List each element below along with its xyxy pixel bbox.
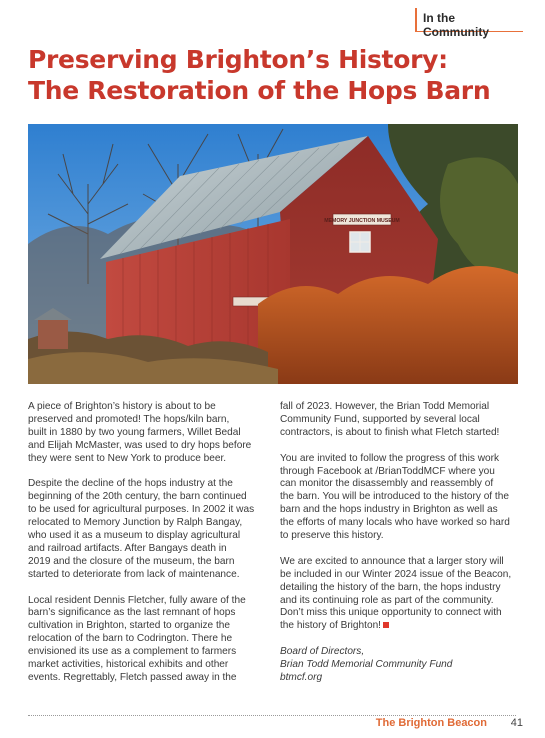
closing-text: We are excited to announce that a larger story will be included in our Winter 2024 issue of the Beacon, detailing the history of the barn, the hops industry and its continuing role as part of the community. Don’t miss this unique opportunity to connect with the history of Brighton! [280,555,512,632]
footer-divider [28,715,516,716]
paragraph: You are invited to follow the progress of this work through Facebook at /BrianToddMCF where you can monitor the disassembly and reassembly of the barn. You will be introduced to the history of the barn and the hops industry in Brighton as well as the efforts of many locals who have worked so hard to preserve this history. [280,452,510,542]
article-column-right [280,401,520,685]
signature: Board of Directors, Brian Todd Memorial Community Fund btmcf.org [280,646,453,683]
section-label: In the Community [415,8,523,32]
barn-photo [28,124,518,384]
paragraph: fall of 2023. However, the Brian Todd Memorial Community Fund, supported by several local contractors, is about to finish what Fletch started! [280,401,500,438]
article-column-left [28,401,266,698]
end-mark-icon [383,622,389,628]
barn-sign-text: MEMORY JUNCTION MUSEUM [324,218,400,224]
paragraph: A piece of Brighton’s history is about to be preserved and promoted! The hops/kiln barn, built in 1880 by two young farmers, Willet Bedal and Elijah McMaster, was used to dry hops before they were sent to New York to produce beer. [28,401,252,464]
article-title-line-1: Preserving Brighton’s History: [28,45,448,74]
paragraph-closing [280,556,520,633]
page-number: 41 [510,717,523,729]
paragraph: Local resident Dennis Fletcher, fully aware of the barn’s significance as the last remnant of hops cultivation in Brighton, started to organize the relocation of the barn to Codrington. There he envisioned its use as a complement to farmers market activities, historical exhibits and other events. Regrettably, Fletch passed away in the [28,594,246,683]
article-title [28,44,528,106]
article-title-line-2: The Restoration of the Hops Barn [28,76,491,105]
paragraph: Despite the decline of the hops industry at the beginning of the 20th century, the barn continued to be used for agricultural purposes. In 2002 it was relocated to Memory Junction by Ralph Bangay, who used it as a museum to display agricultural and railroad artifacts. After Bangays death in 2019 and the closure of the museum, the barn started to deteriorate from lack of maintenance. [28,478,255,580]
publication-name: The Brighton Beacon [375,717,487,729]
